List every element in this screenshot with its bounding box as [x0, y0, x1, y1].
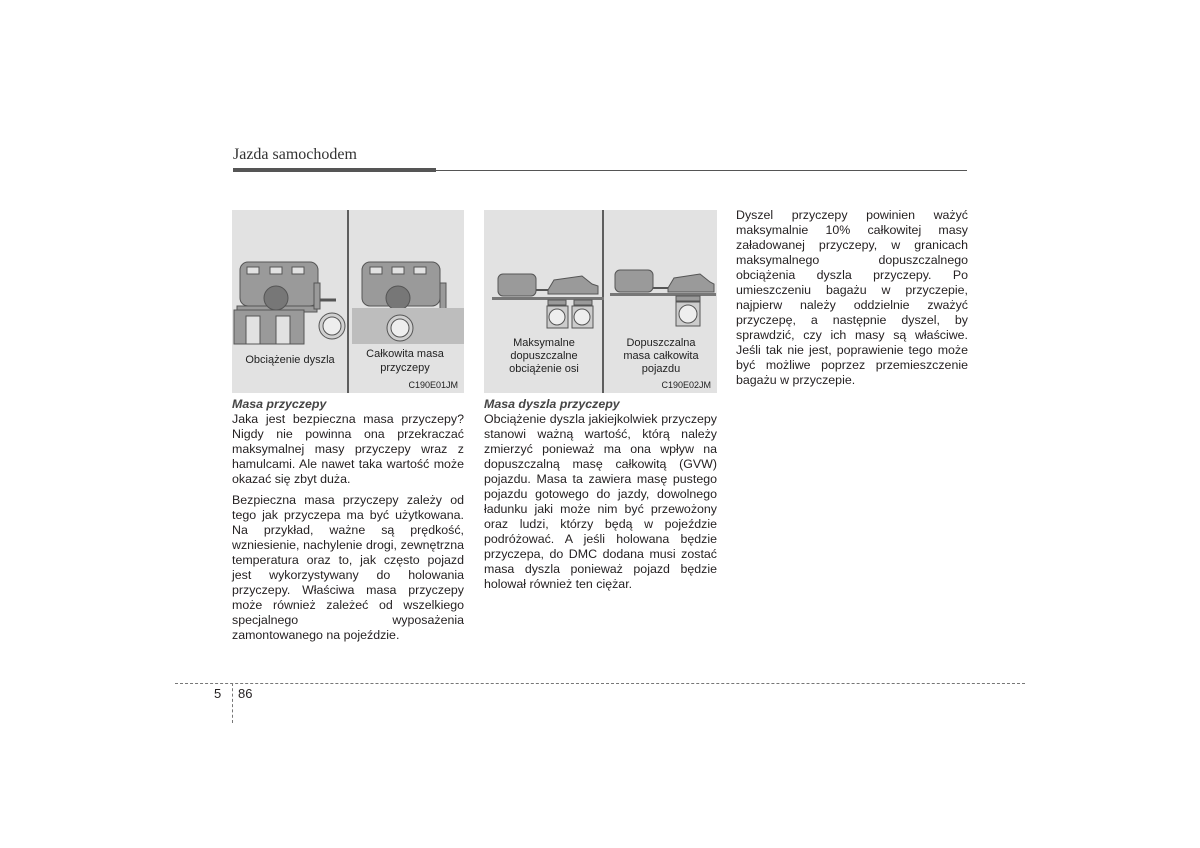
figure-tongue-weight	[484, 210, 717, 393]
paragraph: Bezpieczna masa przyczepy zależy od tego jak przyczepa ma być użytkowana. Na przykład, ważne są prędkość, wzniesienie, nachylenie drogi, zewnętrzna temperatura oraz to, jak często pojazd jest wykorzystywany do holowania przyczepy. Właściwa masa przyczepy może również zależeć od wszelkiego specjalnego wyposażenia zamontowanego na pojeździe.	[232, 493, 464, 642]
figure2-caption-axle-line3: obciążenie osi	[509, 363, 579, 375]
figure1-caption-tongue-weight: Obciążenie dyszla	[245, 354, 335, 366]
figure1-caption-total-weight-line2: przyczepy	[380, 362, 430, 374]
column-tongue-guidance	[736, 208, 968, 394]
header-rule-thick	[233, 168, 436, 172]
section-number: 5	[214, 686, 222, 701]
header-rule-thin	[436, 170, 967, 171]
figure1-code: C190E01JM	[408, 380, 458, 390]
trailer-on-scale-icon	[352, 262, 464, 344]
figure2-caption-axle-line1: Maksymalne	[513, 337, 575, 349]
figure2-caption-gvw-line1: Dopuszczalna	[626, 337, 696, 349]
footer-dashed-divider	[232, 683, 233, 723]
figure-trailer-weight	[232, 210, 464, 393]
footer-dashed-rule	[175, 683, 1025, 684]
section-heading-tongue-weight: Masa dyszla przyczepy	[484, 397, 620, 411]
page-header-title: Jazda samochodem	[233, 146, 357, 163]
trailer-tongue-scale-icon	[234, 262, 345, 344]
paragraph: Obciążenie dyszla jakiejkolwiek przyczepy stanowi ważną wartość, którą należy zmierzyć ponieważ ma ona wpływ na dopuszczalną masę całkowitą (GVW) pojazdu. Masa ta zawiera masę pustego pojazdu gotowego do jazdy, dowolnego ładunku jaki może nim być przewożony oraz ludzi, którzy będą w pojeździe podróżować. A jeśli holowana będzie przyczepa, do DMC dodana musi zostać masa dyszla ponieważ pojazd będzie holował również ten ciężar.	[484, 412, 717, 591]
figure2-code: C190E02JM	[661, 380, 711, 390]
paragraph: Jaka jest bezpieczna masa przyczepy? Nigdy nie powinna ona przekraczać maksymalnej masy przyczepy wraz z hamulcami. Ale nawet taka wartość może okazać się zbyt duża.	[232, 412, 464, 486]
axle-load-scales-icon	[492, 274, 604, 328]
section-heading-trailer-weight: Masa przyczepy	[232, 397, 327, 411]
column-trailer-weight	[232, 397, 464, 649]
figure1-caption-total-weight-line1: Całkowita masa	[366, 348, 444, 360]
gross-vehicle-weight-scale-icon	[610, 270, 716, 326]
page-number: 86	[238, 686, 253, 701]
figure2-caption-gvw-line3: pojazdu	[641, 363, 681, 375]
paragraph: Dyszel przyczepy powinien ważyć maksymalnie 10% całkowitej masy załadowanej przyczepy, w granicach maksymalnego dopuszczalnego obciążenia dyszla przyczepy. Po umieszczeniu bagażu w przyczepie, najpierw należy oddzielnie zważyć przyczepę, a następnie dyszel, by sprawdzić, czy ich masy są właściwe. Jeśli tak nie jest, poprawienie tego może być możliwe poprzez przemieszczenie bagażu w przyczepie.	[736, 208, 968, 387]
figure2-caption-gvw-line2: masa całkowita	[623, 350, 699, 362]
column-tongue-weight	[484, 397, 717, 598]
figure2-caption-axle-line2: dopuszczalne	[510, 350, 578, 362]
